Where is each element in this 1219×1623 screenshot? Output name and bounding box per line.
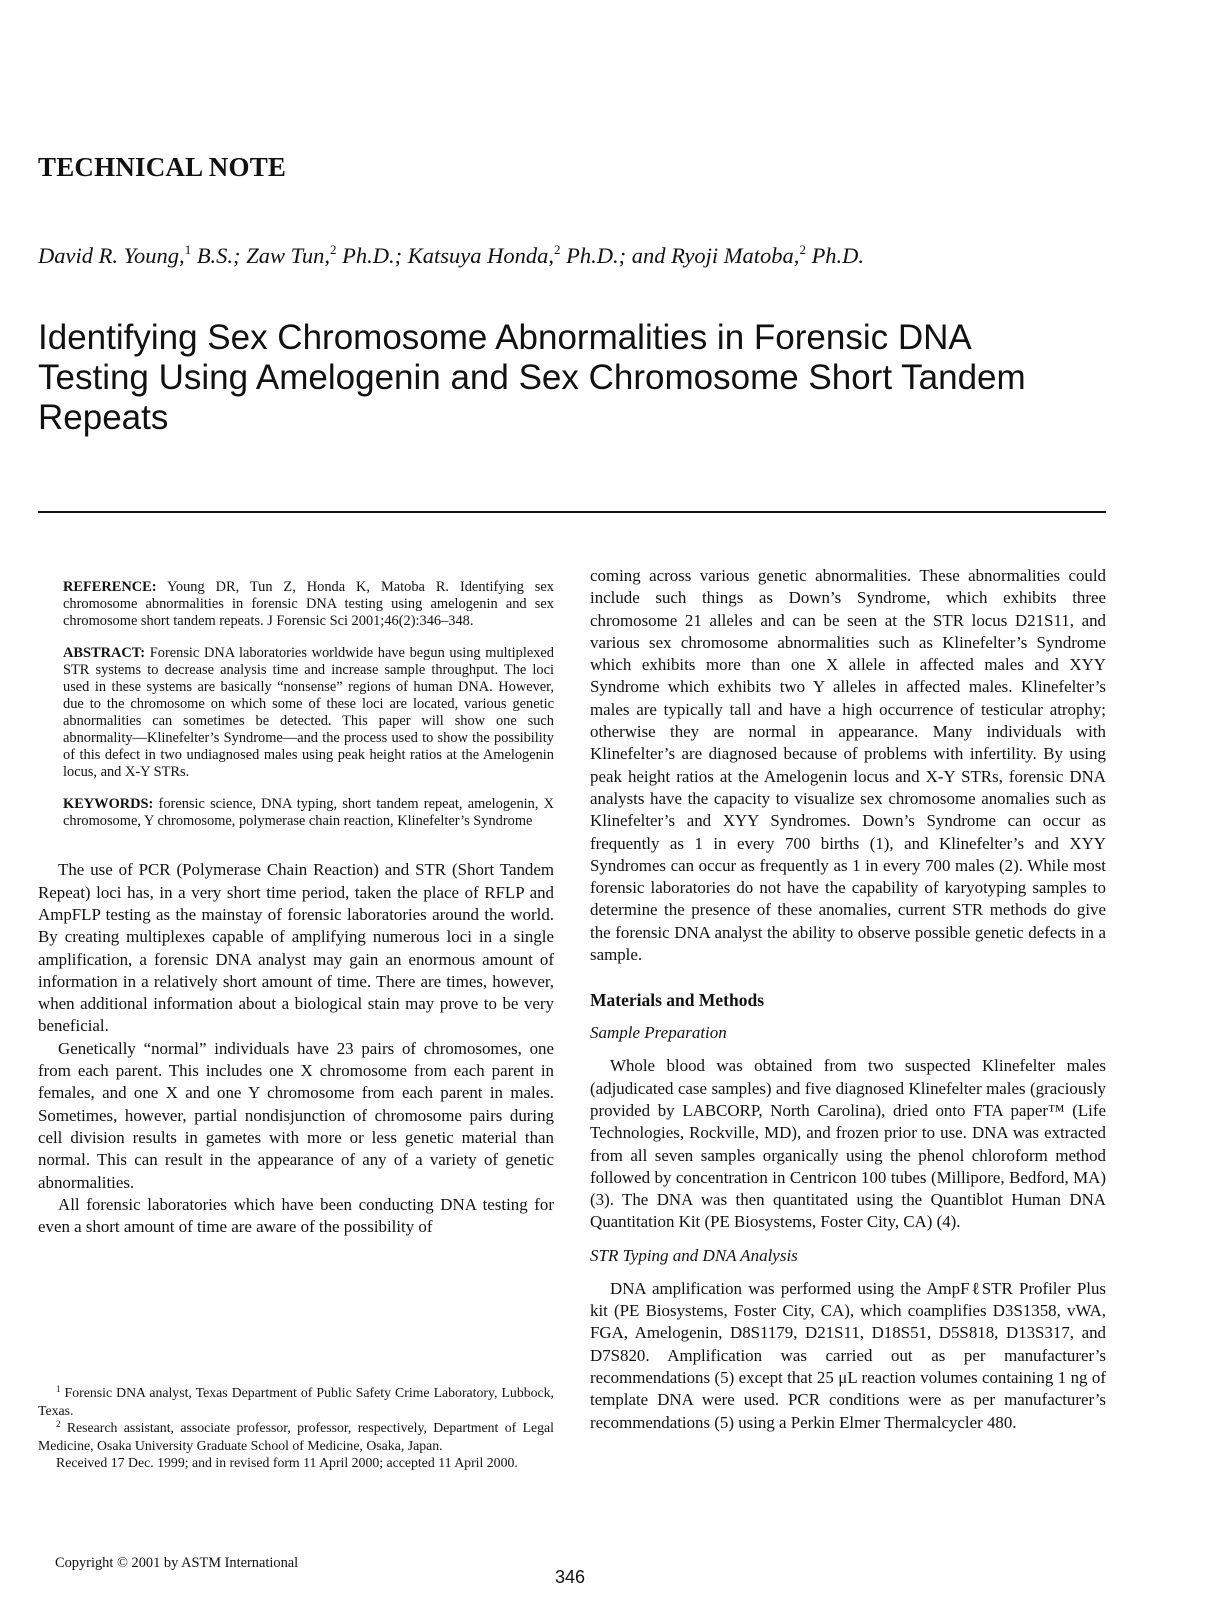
footnote-mark: 2	[56, 1419, 61, 1430]
author-degree: B.S.;	[191, 243, 247, 268]
author-line	[38, 243, 864, 269]
subsection-heading: Sample Preparation	[590, 1023, 727, 1043]
subsection-heading: STR Typing and DNA Analysis	[590, 1245, 798, 1265]
abstract-text: Forensic DNA laboratories worldwide have begun using multiplexed STR systems to decrease analysis time and increase sample throughput. The loci used in these systems are basically “nonsense” regions of human DNA. However, due to the chromosome on which some of these loci are located, various genetic abnormalities can sometimes be detected. This paper will show one such abnormality—Klinefelter’s Syndrome—and the process used to show the possibility of this defect in two undiagnosed males using peak height ratios at the Amelogenin locus, and X-Y STRs.	[63, 645, 554, 781]
keywords-text: forensic science, DNA typing, short tandem repeat, amelogenin, X chromosome, Y chromosome, polymerase chain reaction, Klinefelter’s Syndrome	[63, 796, 554, 830]
author-name: Zaw Tun,	[246, 243, 330, 268]
body-paragraph: The use of PCR (Polymerase Chain Reaction) and STR (Short Tandem Repeat) loci has, in a very short time period, taken the place of RFLP and AmpFLP testing as the mainstay of forensic laboratories around the world. By creating multiplexes capable of amplifying numerous loci in a single amplification, a forensic DNA analyst may gain an enormous amount of information in a relatively short amount of time. There are times, however, when additional information about a biological stain may prove to be very beneficial.	[38, 860, 554, 1036]
affiliation-mark: 2	[799, 242, 806, 257]
abstract-label: ABSTRACT:	[63, 645, 146, 662]
author-name: Katsuya Honda,	[407, 243, 554, 268]
body-paragraph: DNA amplification was performed using the AmpFℓSTR Profiler Plus kit (PE Biosystems, Foster City, CA), which coamplifies D3S1358, vWA, FGA, Amelogenin, D8S1179, D21S11, D18S51, D5S818, D13S317, and D7S820. Amplification was carried out as per manufacturer’s recommendations (5) except that 25 μL reaction volumes containing 1 ng of template DNA were used. PCR conditions were as per manufacturer’s recommendations (5) using a Perkin Elmer Thermalcycler 480.	[590, 1278, 1106, 1432]
author-degree: Ph.D.;	[336, 243, 408, 268]
footnote	[38, 1419, 554, 1454]
right-column	[590, 565, 1106, 1434]
reference-label: REFERENCE:	[63, 579, 157, 596]
received-dates: Received 17 Dec. 1999; and in revised form 11 April 2000; accepted 11 April 2000.	[56, 1455, 518, 1471]
body-paragraph: Whole blood was obtained from two suspected Klinefelter males (adjudicated case samples) and five diagnosed Klinefelter males (graciously provided by LABCORP, North Carolina), dried onto FTA paper™ (Life Technologies, Rockville, MD), and frozen prior to use. DNA was extracted from all seven samples organically using the phenol chloroform method followed by concentration in Centricon 100 tubes (Millipore, Bedford, MA) (3). The DNA was then quantitated using the Quantiblot Human DNA Quantitation Kit (PE Biosystems, Foster City, CA) (4).	[590, 1056, 1106, 1232]
author-degree: Ph.D.	[805, 243, 865, 268]
body-paragraph: All forensic laboratories which have been conducting DNA testing for even a short amount of time are aware of the possibility of	[38, 1194, 554, 1237]
author-name: Ryoji Matoba,	[671, 243, 800, 268]
body-paragraph: Genetically “normal” individuals have 23 pairs of chromosomes, one from each parent. This includes one X chromosome from each parent in females, and one X and one Y chromosome from each parent in males. Sometimes, however, partial nondisjunction of chromosome pairs during cell division results in gametes with more or less genetic material than normal. This can result in the appearance of any of a variety of genetic abnormalities.	[38, 1038, 554, 1192]
footnotes	[38, 1384, 554, 1472]
footnote-text: Forensic DNA analyst, Texas Department of Public Safety Crime Laboratory, Lubbock, Texas.	[38, 1385, 554, 1418]
footnote-text: Research assistant, associate professor, professor, respectively, Department of Legal Medicine, Osaka University Graduate School of Medicine, Osaka, Japan.	[38, 1420, 554, 1453]
reference-text: Young DR, Tun Z, Honda K, Matoba R. Identifying sex chromosome abnormalities in forensic DNA testing using amelogenin and sex chromosome short tandem repeats. J Forensic Sci 2001;46(2):346–348.	[63, 579, 554, 630]
keywords-label: KEYWORDS:	[63, 796, 154, 813]
body-paragraph: coming across various genetic abnormalities. These abnormalities could include such things as Down’s Syndrome, which exhibits three chromosome 21 alleles and can be seen at the STR locus D21S11, and various sex chromosome abnormalities such as Klinefelter’s Syndrome which exhibits more than one X allele in affected males and XYY Syndrome which exhibits two Y alleles in affected males. Klinefelter’s males are typically tall and have a high occurrence of testicular atrophy; otherwise they are normal in appearance. Many individuals with Klinefelter’s are diagnosed because of problems with infertility. By using peak height ratios at the Amelogenin locus and X-Y STRs, forensic DNA analysts have the capacity to visualize sex chromosome anomalies such as Klinefelter’s and XYY Syndromes. Down’s Syndrome can occur as frequently as 1 in every 700 births (1), and Klinefelter’s and XYY Syndromes can occur as frequently as 1 in every 700 males (2). While most forensic laboratories do not have the capability of karyotyping samples to determine the presence of these anomalies, current STR methods do give the forensic DNA analyst the ability to observe possible genetic defects in a sample.	[590, 566, 1106, 965]
author-name: David R. Young,	[38, 243, 185, 268]
affiliation-mark: 2	[329, 242, 337, 257]
copyright-notice: Copyright © 2001 by ASTM International	[55, 1555, 299, 1571]
affiliation-mark: 2	[553, 242, 561, 257]
author-degree: Ph.D.; and	[560, 243, 672, 268]
section-label: TECHNICAL NOTE	[38, 152, 287, 182]
section-heading: Materials and Methods	[590, 990, 765, 1011]
footnote-mark: 1	[56, 1384, 61, 1394]
paper-title: Identifying Sex Chromosome Abnormalities in Forensic DNA Testing Using Amelogenin and Sex Chromosome Short Tandem Repeats	[38, 318, 1026, 437]
left-column	[38, 565, 554, 1238]
abstract-block	[38, 645, 554, 781]
title-divider	[38, 511, 1106, 513]
keywords-block	[38, 796, 554, 830]
footnote	[38, 1384, 554, 1419]
reference-block	[38, 579, 554, 630]
affiliation-mark: 1	[184, 242, 192, 257]
page-number: 346	[555, 1567, 586, 1587]
